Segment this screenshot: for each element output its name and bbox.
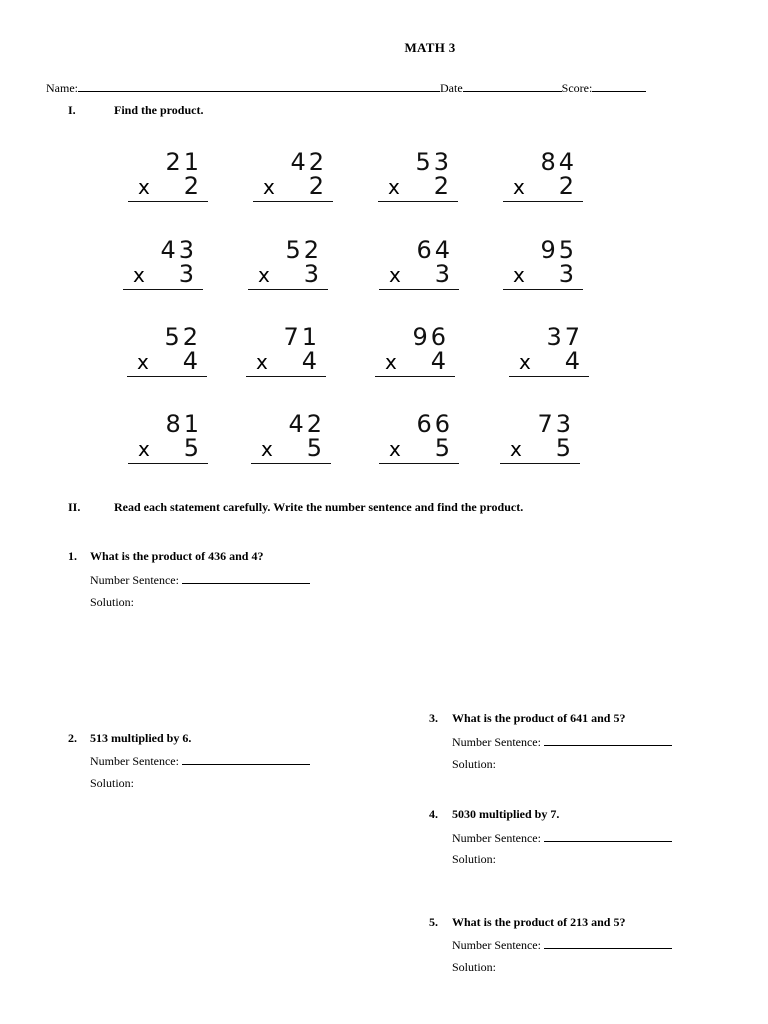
q4-number-sentence	[452, 830, 672, 846]
times-symbol: x	[138, 437, 150, 461]
worksheet-title: MATH 3	[404, 40, 456, 55]
problem	[128, 410, 208, 462]
q1-number-sentence	[90, 572, 310, 588]
problem-multiplier: 2	[308, 172, 327, 200]
question-number: 4.	[429, 807, 438, 821]
problem-top-number: 42	[290, 148, 327, 176]
worksheet-header	[46, 79, 646, 96]
part1-instruction: Find the product.	[114, 103, 204, 117]
problem	[253, 148, 333, 200]
date-blank[interactable]	[463, 79, 562, 92]
question-5	[429, 915, 625, 930]
question-text: 5030 multiplied by 7.	[452, 807, 560, 821]
times-symbol: x	[388, 175, 400, 199]
problem-multiplier: 3	[434, 260, 453, 288]
answer-line[interactable]	[253, 201, 333, 202]
problem-multiplier: 2	[433, 172, 452, 200]
q5-number-sentence	[452, 937, 672, 953]
times-symbol: x	[513, 175, 525, 199]
q4-solution-label: Solution:	[452, 852, 497, 866]
question-number: 3.	[429, 711, 438, 725]
answer-line[interactable]	[379, 289, 459, 290]
q5-solution-label: Solution:	[452, 960, 497, 974]
problem	[375, 323, 455, 375]
q2-solution-label: Solution:	[90, 776, 135, 790]
problem-multiplier: 4	[430, 347, 449, 375]
answer-line[interactable]	[246, 376, 326, 377]
problem	[246, 323, 326, 375]
date-label: Date	[440, 81, 463, 95]
answer-line[interactable]	[375, 376, 455, 377]
times-symbol: x	[256, 350, 268, 374]
times-symbol: x	[385, 350, 397, 374]
problem-multiplier: 4	[182, 347, 201, 375]
problem	[251, 410, 331, 462]
times-symbol: x	[519, 350, 531, 374]
answer-line[interactable]	[123, 289, 203, 290]
question-text: 513 multiplied by 6.	[90, 731, 192, 745]
question-number: 5.	[429, 915, 438, 929]
question-text: What is the product of 213 and 5?	[452, 915, 626, 929]
question-4	[429, 807, 559, 822]
number-sentence-label: Number Sentence:	[452, 831, 541, 845]
part1-numeral: I.	[68, 103, 76, 117]
question-number: 2.	[68, 731, 77, 745]
answer-line[interactable]	[379, 463, 459, 464]
name-blank[interactable]	[78, 79, 440, 92]
problem	[503, 148, 583, 200]
problem-multiplier: 4	[301, 347, 320, 375]
times-symbol: x	[513, 263, 525, 287]
number-sentence-blank[interactable]	[544, 734, 672, 746]
q1-solution-label: Solution:	[90, 595, 135, 609]
problem-multiplier: 3	[178, 260, 197, 288]
answer-line[interactable]	[248, 289, 328, 290]
question-2	[68, 731, 191, 746]
problem	[379, 236, 459, 288]
q3-number-sentence	[452, 734, 672, 750]
problem	[503, 236, 583, 288]
number-sentence-blank[interactable]	[544, 937, 672, 949]
number-sentence-label: Number Sentence:	[90, 754, 179, 768]
question-text: What is the product of 641 and 5?	[452, 711, 626, 725]
number-sentence-label: Number Sentence:	[452, 735, 541, 749]
problem-top-number: 96	[412, 323, 449, 351]
score-label: Score:	[561, 81, 593, 95]
question-number: 1.	[68, 549, 77, 563]
answer-line[interactable]	[509, 376, 589, 377]
problem-top-number: 95	[540, 236, 577, 264]
number-sentence-label: Number Sentence:	[452, 938, 541, 952]
problem	[509, 323, 589, 375]
times-symbol: x	[389, 437, 401, 461]
problem-top-number: 81	[165, 410, 202, 438]
problem-multiplier: 5	[434, 434, 453, 462]
problem	[123, 236, 203, 288]
q2-number-sentence	[90, 753, 310, 769]
problem	[500, 410, 580, 462]
problem-top-number: 43	[160, 236, 197, 264]
problem-multiplier: 3	[303, 260, 322, 288]
number-sentence-label: Number Sentence:	[90, 573, 179, 587]
question-1	[68, 549, 263, 564]
problem-top-number: 66	[416, 410, 453, 438]
times-symbol: x	[138, 175, 150, 199]
problem-top-number: 52	[285, 236, 322, 264]
question-text: What is the product of 436 and 4?	[90, 549, 264, 563]
problem-multiplier: 5	[183, 434, 202, 462]
answer-line[interactable]	[503, 289, 583, 290]
times-symbol: x	[263, 175, 275, 199]
problem	[379, 410, 459, 462]
times-symbol: x	[258, 263, 270, 287]
answer-line[interactable]	[127, 376, 207, 377]
problem-top-number: 21	[165, 148, 202, 176]
number-sentence-blank[interactable]	[182, 753, 310, 765]
problem-multiplier: 4	[564, 347, 583, 375]
answer-line[interactable]	[251, 463, 331, 464]
problem	[127, 323, 207, 375]
answer-line[interactable]	[500, 463, 580, 464]
number-sentence-blank[interactable]	[182, 572, 310, 584]
answer-line[interactable]	[378, 201, 458, 202]
times-symbol: x	[261, 437, 273, 461]
times-symbol: x	[133, 263, 145, 287]
part2-numeral: II.	[68, 500, 81, 514]
problem-multiplier: 3	[558, 260, 577, 288]
answer-line[interactable]	[128, 463, 208, 464]
problem	[378, 148, 458, 200]
problem-multiplier: 5	[306, 434, 325, 462]
question-3	[429, 711, 625, 726]
score-blank[interactable]	[592, 79, 646, 92]
problem-top-number: 42	[288, 410, 325, 438]
times-symbol: x	[137, 350, 149, 374]
name-label: Name:	[46, 81, 78, 95]
problem-top-number: 84	[540, 148, 577, 176]
times-symbol: x	[510, 437, 522, 461]
times-symbol: x	[389, 263, 401, 287]
number-sentence-blank[interactable]	[544, 830, 672, 842]
problem-top-number: 64	[416, 236, 453, 264]
problem	[128, 148, 208, 200]
problem-multiplier: 5	[555, 434, 574, 462]
problem-top-number: 52	[164, 323, 201, 351]
problem-top-number: 53	[415, 148, 452, 176]
q3-solution-label: Solution:	[452, 757, 497, 771]
answer-line[interactable]	[128, 201, 208, 202]
problem	[248, 236, 328, 288]
problem-multiplier: 2	[558, 172, 577, 200]
problem-top-number: 73	[537, 410, 574, 438]
part2-instruction: Read each statement carefully. Write the number sentence and find the product.	[114, 500, 524, 514]
problem-multiplier: 2	[183, 172, 202, 200]
answer-line[interactable]	[503, 201, 583, 202]
problem-top-number: 37	[546, 323, 583, 351]
problem-top-number: 71	[283, 323, 320, 351]
